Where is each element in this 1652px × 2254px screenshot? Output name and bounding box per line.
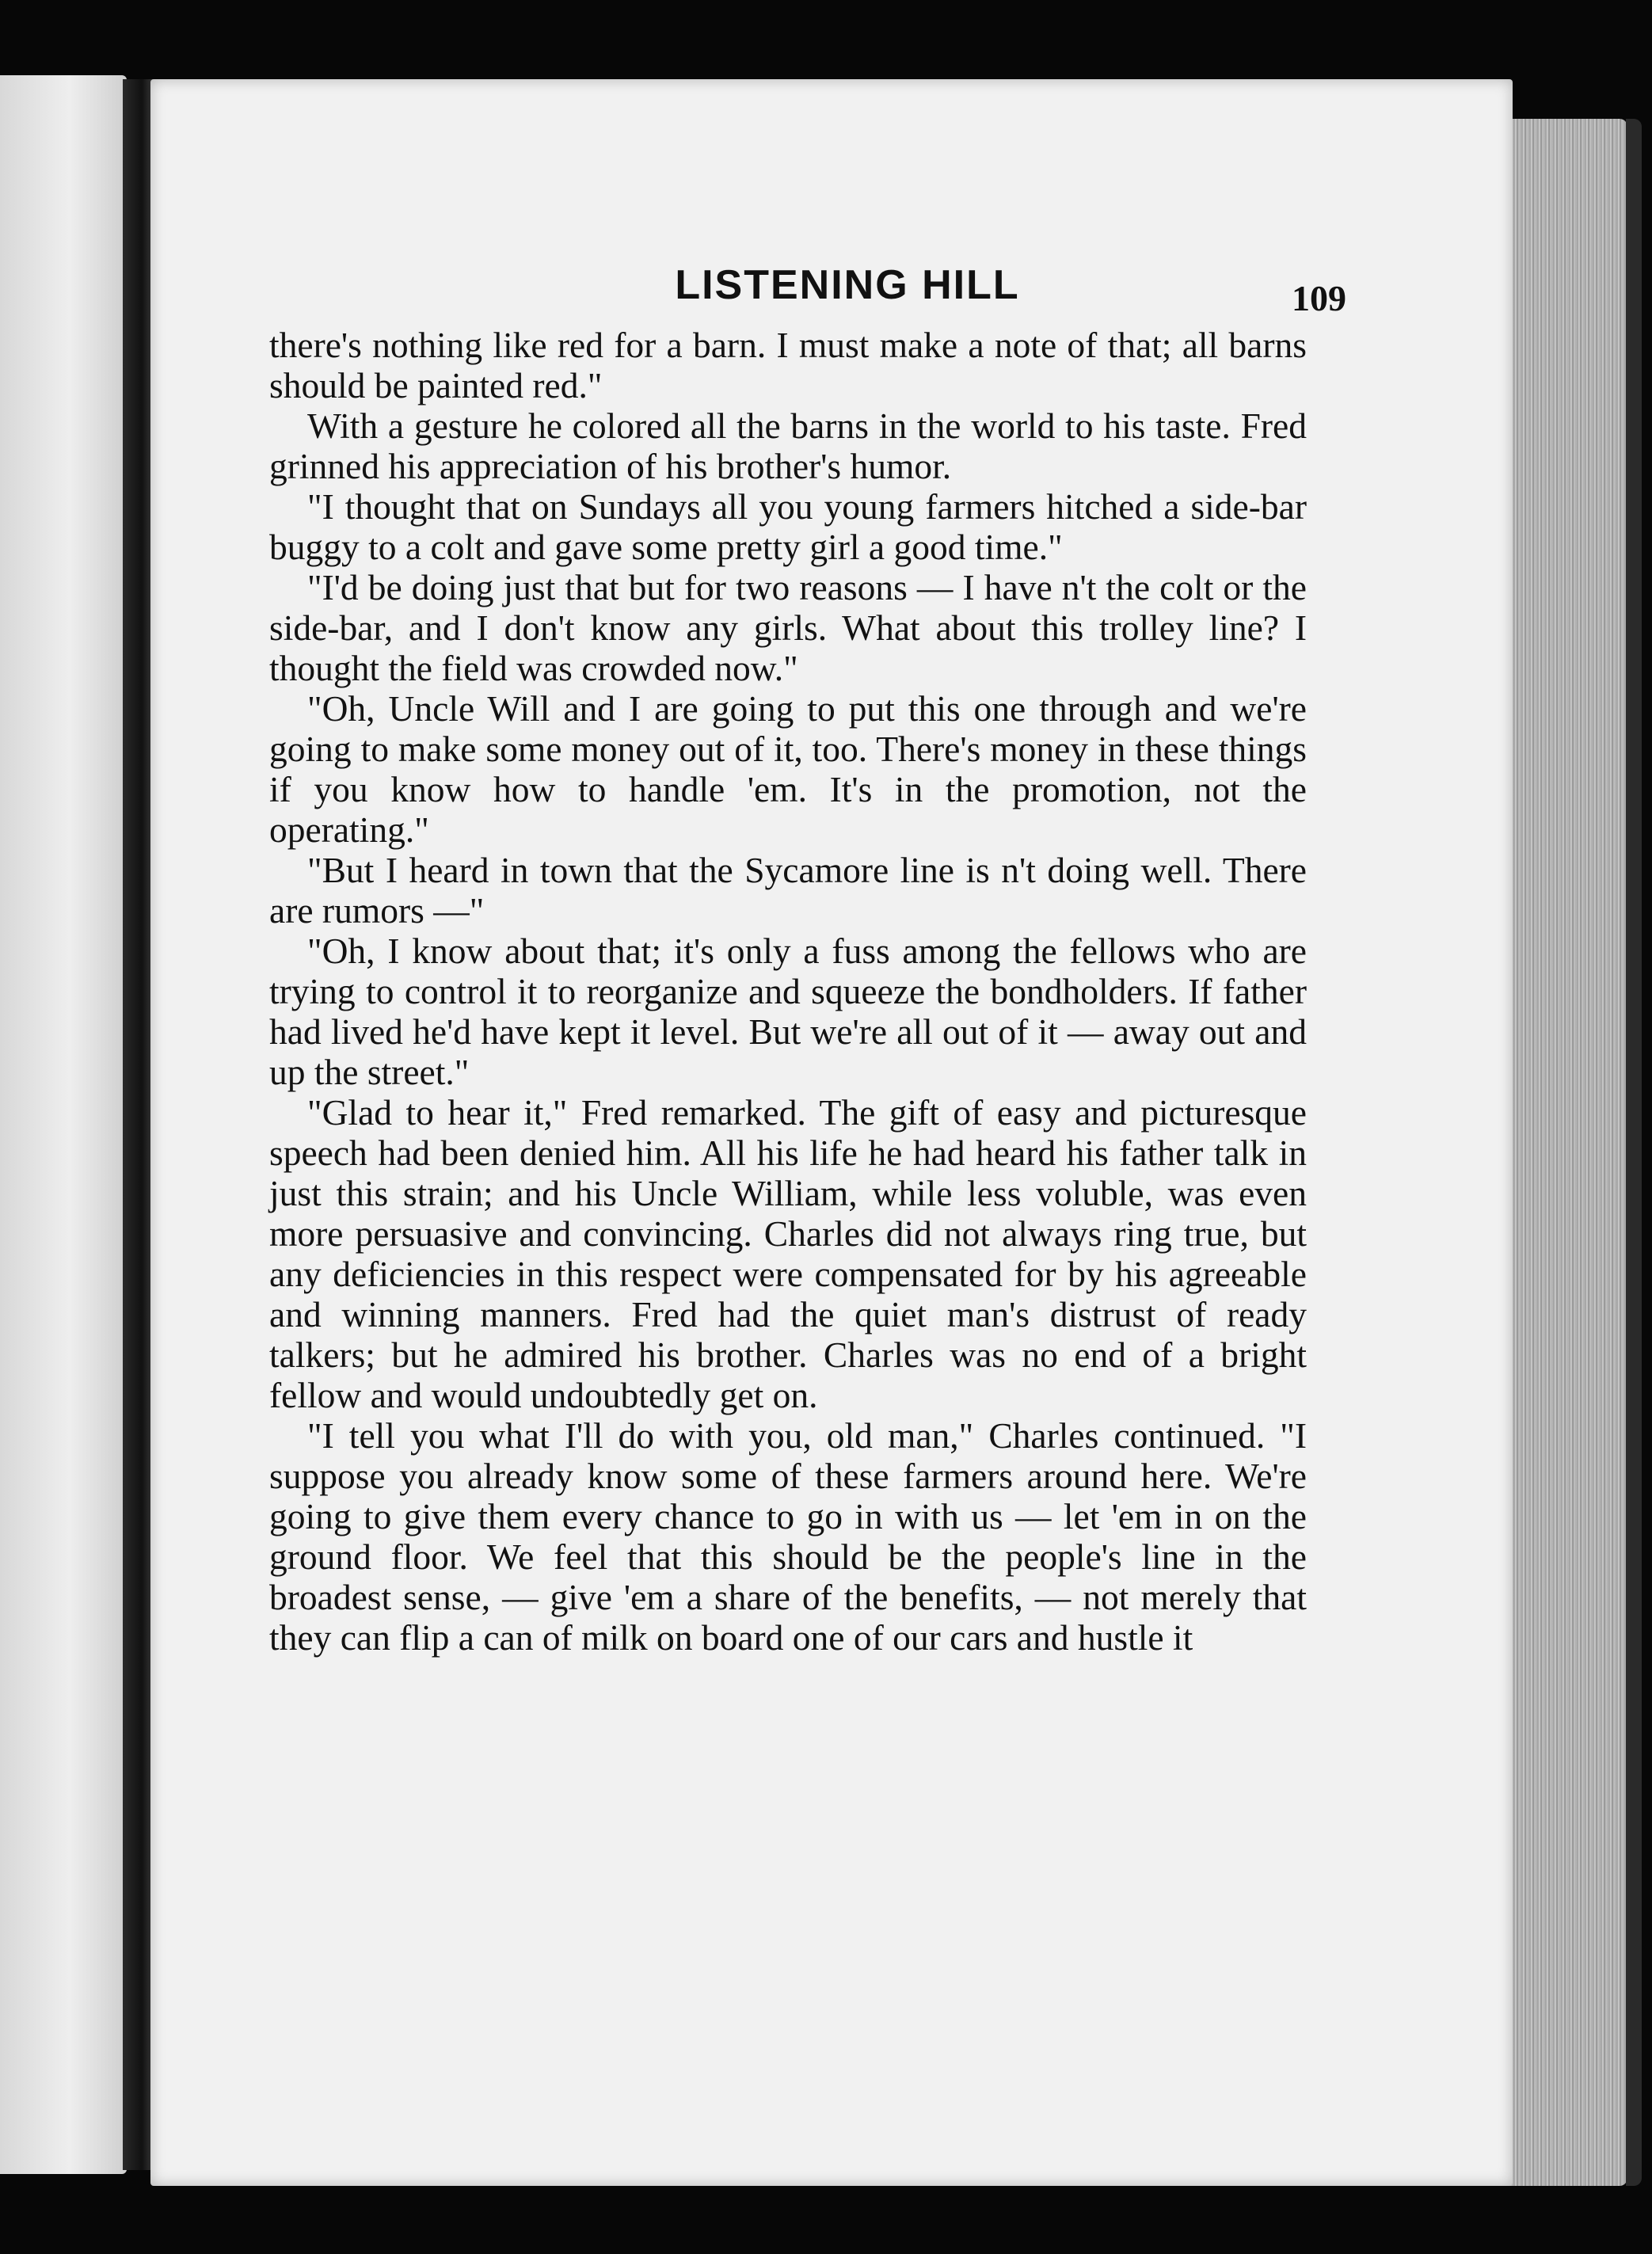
paragraph: "I tell you what I'll do with you, old man," Charles continued. "I suppose you already know some of these farmers around here. We're going to give them every chance to go in with us — let 'em in on the ground floor. We feel that this should be the people's line in the broadest sense, — give 'em a share of the benefits, — not merely that they can flip a can of milk on board one of our cars and hustle it (269, 1415, 1307, 1658)
paragraph: "I thought that on Sundays all you young farmers hitched a side-bar buggy to a colt and gave some pretty girl a good time." (269, 486, 1307, 567)
paragraph: "I'd be doing just that but for two reasons — I have n't the colt or the side-bar, and I don't know any girls. What about this trolley line? I thought the field was crowded now." (269, 567, 1307, 688)
book-gutter (123, 79, 154, 2170)
page-fore-edge (1505, 119, 1627, 2186)
running-head-title: LISTENING HILL (675, 262, 1020, 308)
page-body-text (269, 325, 1307, 1658)
paragraph: there's nothing like red for a barn. I must make a note of that; all barns should be painted red." (269, 325, 1307, 405)
page-number: 109 (1292, 278, 1346, 318)
facing-page-edge (0, 75, 127, 2174)
paragraph: "But I heard in town that the Sycamore line is n't doing well. There are rumors —" (269, 850, 1307, 931)
paragraph: "Glad to hear it," Fred remarked. The gift of easy and picturesque speech had been denied him. All his life he had heard his father talk in just this strain; and his Uncle William, while less voluble, was even more persuasive and convincing. Charles did not always ring true, but any deficiencies in this respect were compensated for by his agreeable and winning manners. Fred had the quiet man's distrust of ready talkers; but he admired his brother. Charles was no end of a bright fellow and would undoubtedly get on. (269, 1092, 1307, 1415)
paragraph: With a gesture he colored all the barns in the world to his taste. Fred grinned his appreciation of his brother's humor. (269, 405, 1307, 486)
paragraph: "Oh, Uncle Will and I are going to put this one through and we're going to make some money out of it, too. There's money in these things if you know how to handle 'em. It's in the promotion, not the operating." (269, 688, 1307, 850)
paragraph: "Oh, I know about that; it's only a fuss among the fellows who are trying to control it to reorganize and squeeze the bondholders. If father had lived he'd have kept it level. But we're all out of it — away out and up the street." (269, 931, 1307, 1092)
